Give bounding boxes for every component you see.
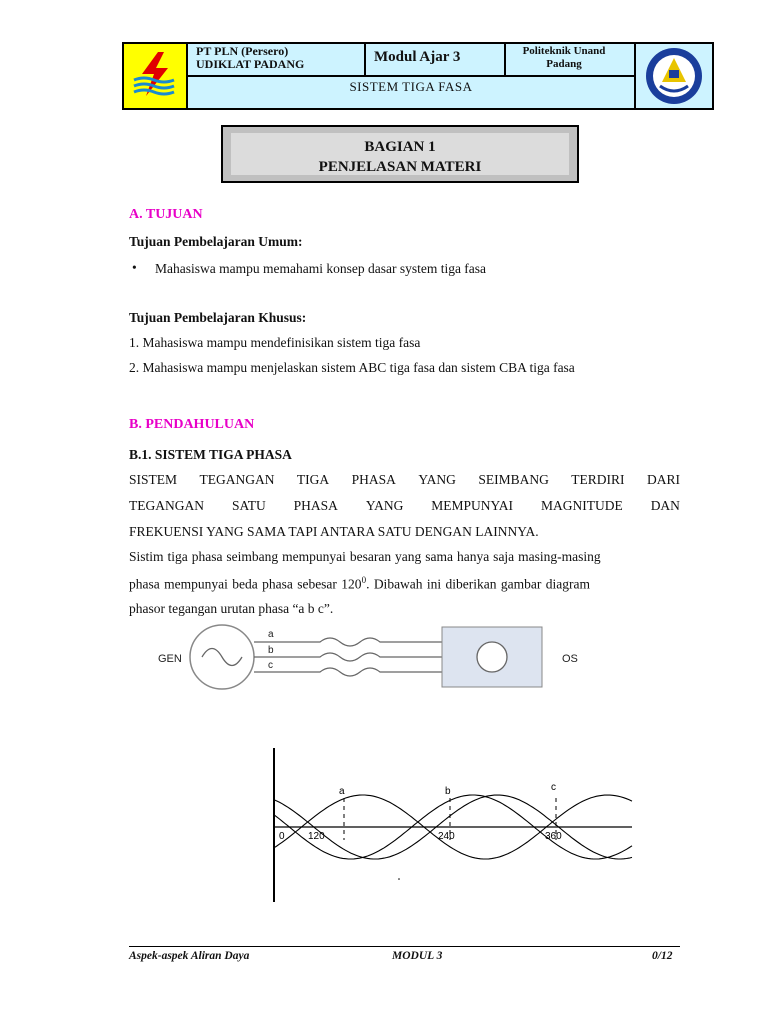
phase-label: c [551,782,556,793]
org-name [196,45,304,71]
phase-label: a [339,786,345,797]
paragraph-line-1: Sistim tiga phasa seimbang mempunyai besaran yang sama hanya saja masing-masing [129,549,601,564]
upper-word: SISTEM [129,472,178,487]
institution-line1: Politeknik Unand [522,45,606,57]
angle-label: 240 [438,831,455,842]
wire-label-a: a [268,629,274,640]
three-phase-circuit-diagram [150,620,600,700]
section-title: PENJELASAN MATERI [318,159,482,175]
angle-label: 360 [545,831,562,842]
tujuan-khusus-item: 1. Mahasiswa mampu mendefinisikan sistem tiga fasa [129,335,421,350]
upper-word: YANG [418,472,456,487]
phase-label: b [445,786,451,797]
upper-word: YANG [365,498,404,513]
footer-center: MODUL 3 [392,950,443,962]
tujuan-khusus-item: 2. Mahasiswa mampu menjelaskan sistem ABC tiga fasa dan sistem CBA tiga fasa [129,360,575,375]
subject-title: SISTEM TIGA FASA [349,79,473,94]
paragraph-line-2 [129,575,680,593]
document-header [122,42,714,110]
bullet-icon: • [132,260,137,275]
tujuan-umum-item: Mahasiswa mampu memahami konsep dasar system tiga fasa [155,261,487,276]
angle-label: 120 [308,831,325,842]
section-box [221,125,579,183]
org-line1: PT PLN (Persero) [196,44,289,58]
three-phase-waveform [260,740,650,910]
pendahuluan-heading: B. PENDAHULUAN [129,417,255,432]
angle-label: 0 [279,831,285,842]
upper-text-line-2 [129,498,680,514]
upper-word: DARI [646,472,680,487]
wire-label-c: c [268,660,273,671]
institution-line2: Padang [546,58,582,70]
os-label: OS [562,653,578,665]
module-title: Modul Ajar 3 [374,49,461,65]
section-number: BAGIAN 1 [364,139,436,155]
upper-word: MEMPUNYAI [431,498,514,513]
stray-dot [398,878,400,880]
org-line2: UDIKLAT PADANG [196,57,305,71]
upper-word: SEIMBANG [478,472,549,487]
upper-text-line-1 [129,472,680,488]
footer-page: 0/12 [652,950,673,962]
paragraph-line-2-text-end: . Dibawah ini diberikan gambar diagram [366,576,590,592]
upper-text-line-3: FREKUENSI YANG SAMA TAPI ANTARA SATU DENGAN LAINNYA. [129,524,539,539]
paragraph-line-3: phasor tegangan urutan phasa “a b c”. [129,601,334,616]
institution-name [506,45,622,71]
subsection-heading: B.1. SISTEM TIGA PHASA [129,447,292,462]
tujuan-heading: A. TUJUAN [129,207,203,222]
footer-left: Aspek-aspek Aliran Daya [129,950,250,962]
seal [636,44,712,108]
tujuan-khusus-label: Tujuan Pembelajaran Khusus: [129,310,307,325]
upper-word: MAGNITUDE [541,498,623,513]
tujuan-umum-label: Tujuan Pembelajaran Umum: [129,234,303,249]
upper-word: TERDIRI [571,472,625,487]
degree-superscript: 0 [361,575,367,585]
footer-rule [129,946,680,947]
upper-word: TEGANGAN [199,472,275,487]
paragraph-line-2-text: phasa mempunyai beda phasa sebesar 120 [129,576,362,592]
tut-wuri-handayani-seal-icon [636,44,712,108]
gen-label: GEN [158,653,182,665]
upper-word: TIGA [296,472,330,487]
header-info [188,44,636,108]
upper-word: DAN [650,498,680,513]
load-icon [477,642,507,672]
upper-word: SATU [231,498,266,513]
upper-word: PHASA [293,498,338,513]
lightning-logo-icon [124,44,186,108]
upper-word: PHASA [351,472,396,487]
upper-word: TEGANGAN [129,498,204,513]
wire-label-b: b [268,645,274,656]
three-phase-wires [254,638,442,676]
pln-logo [124,44,188,108]
